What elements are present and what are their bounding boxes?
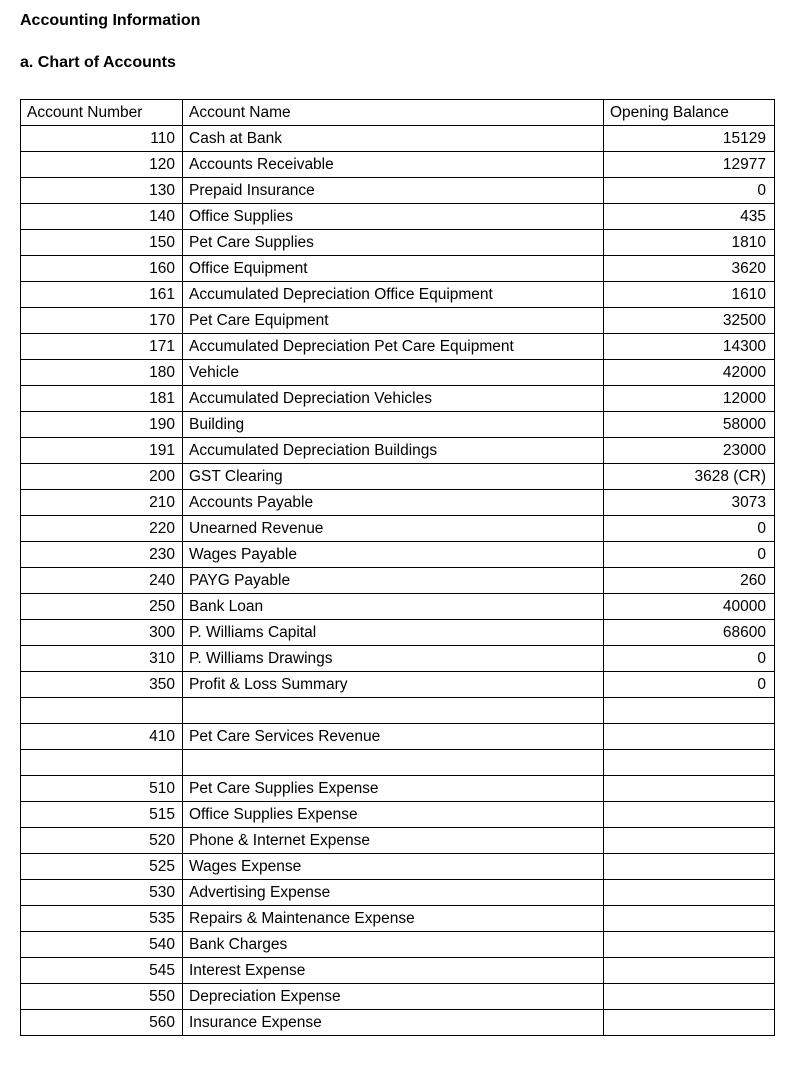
account-number-cell: 540 (21, 932, 183, 958)
opening-balance-cell: 32500 (604, 308, 775, 334)
opening-balance-cell (604, 828, 775, 854)
account-number-cell: 220 (21, 516, 183, 542)
table-row (21, 828, 775, 854)
account-name-cell: P. Williams Drawings (183, 646, 604, 672)
account-name-cell: Pet Care Services Revenue (183, 724, 604, 750)
opening-balance-cell: 15129 (604, 126, 775, 152)
table-row (21, 984, 775, 1010)
account-name-cell: PAYG Payable (183, 568, 604, 594)
opening-balance-cell: 12000 (604, 386, 775, 412)
header-account-name: Account Name (183, 100, 604, 126)
account-name-cell: Accumulated Depreciation Office Equipment (183, 282, 604, 308)
account-name-cell: Depreciation Expense (183, 984, 604, 1010)
opening-balance-cell: 0 (604, 646, 775, 672)
opening-balance-cell: 0 (604, 542, 775, 568)
table-row (21, 724, 775, 750)
table-row (21, 386, 775, 412)
account-name-cell: Vehicle (183, 360, 604, 386)
opening-balance-cell (604, 854, 775, 880)
account-name-cell: Pet Care Supplies (183, 230, 604, 256)
account-number-cell: 170 (21, 308, 183, 334)
account-name-cell: Advertising Expense (183, 880, 604, 906)
account-name-cell: P. Williams Capital (183, 620, 604, 646)
table-row (21, 126, 775, 152)
table-row (21, 334, 775, 360)
account-number-cell (21, 750, 183, 776)
account-name-cell: Profit & Loss Summary (183, 672, 604, 698)
table-row (21, 1010, 775, 1036)
table-row (21, 776, 775, 802)
account-number-cell: 130 (21, 178, 183, 204)
account-name-cell: Insurance Expense (183, 1010, 604, 1036)
opening-balance-cell: 1610 (604, 282, 775, 308)
header-opening-balance: Opening Balance (604, 100, 775, 126)
account-number-cell: 200 (21, 464, 183, 490)
table-row (21, 594, 775, 620)
account-number-cell: 350 (21, 672, 183, 698)
account-number-cell: 161 (21, 282, 183, 308)
opening-balance-cell (604, 698, 775, 724)
account-number-cell: 230 (21, 542, 183, 568)
account-name-cell: Bank Charges (183, 932, 604, 958)
account-name-cell: Wages Expense (183, 854, 604, 880)
opening-balance-cell: 260 (604, 568, 775, 594)
account-number-cell: 110 (21, 126, 183, 152)
account-name-cell: Repairs & Maintenance Expense (183, 906, 604, 932)
opening-balance-cell (604, 932, 775, 958)
account-name-cell: Accumulated Depreciation Vehicles (183, 386, 604, 412)
table-row (21, 412, 775, 438)
table-row (21, 204, 775, 230)
account-number-cell: 550 (21, 984, 183, 1010)
account-number-cell: 150 (21, 230, 183, 256)
table-row (21, 646, 775, 672)
table-row (21, 568, 775, 594)
opening-balance-cell: 3628 (CR) (604, 464, 775, 490)
account-number-cell: 120 (21, 152, 183, 178)
opening-balance-cell: 68600 (604, 620, 775, 646)
table-row (21, 308, 775, 334)
opening-balance-cell (604, 802, 775, 828)
account-name-cell: Pet Care Equipment (183, 308, 604, 334)
account-number-cell: 530 (21, 880, 183, 906)
chart-of-accounts-table (20, 99, 775, 1036)
account-name-cell: Pet Care Supplies Expense (183, 776, 604, 802)
table-row (21, 282, 775, 308)
table-row (21, 672, 775, 698)
opening-balance-cell: 58000 (604, 412, 775, 438)
table-row (21, 906, 775, 932)
account-name-cell: Wages Payable (183, 542, 604, 568)
account-number-cell: 545 (21, 958, 183, 984)
opening-balance-cell: 435 (604, 204, 775, 230)
account-number-cell: 525 (21, 854, 183, 880)
account-number-cell: 515 (21, 802, 183, 828)
opening-balance-cell: 3620 (604, 256, 775, 282)
account-number-cell: 240 (21, 568, 183, 594)
table-row (21, 490, 775, 516)
account-number-cell: 171 (21, 334, 183, 360)
account-number-cell: 140 (21, 204, 183, 230)
opening-balance-cell (604, 750, 775, 776)
account-name-cell: Phone & Internet Expense (183, 828, 604, 854)
account-name-cell: Accounts Payable (183, 490, 604, 516)
account-number-cell: 191 (21, 438, 183, 464)
document-title: Accounting Information (20, 12, 201, 29)
table-row (21, 178, 775, 204)
account-name-cell (183, 698, 604, 724)
section-title: a. Chart of Accounts (20, 54, 176, 71)
account-number-cell: 190 (21, 412, 183, 438)
table-row (21, 932, 775, 958)
account-name-cell: Unearned Revenue (183, 516, 604, 542)
account-name-cell: Office Equipment (183, 256, 604, 282)
opening-balance-cell: 40000 (604, 594, 775, 620)
table-row (21, 542, 775, 568)
opening-balance-cell: 14300 (604, 334, 775, 360)
table-row (21, 516, 775, 542)
opening-balance-cell: 0 (604, 672, 775, 698)
opening-balance-cell (604, 1010, 775, 1036)
account-name-cell: Interest Expense (183, 958, 604, 984)
opening-balance-cell: 3073 (604, 490, 775, 516)
account-name-cell: Office Supplies Expense (183, 802, 604, 828)
opening-balance-cell: 23000 (604, 438, 775, 464)
account-name-cell: Accumulated Depreciation Pet Care Equipment (183, 334, 604, 360)
account-number-cell: 210 (21, 490, 183, 516)
table-row (21, 802, 775, 828)
opening-balance-cell: 42000 (604, 360, 775, 386)
table-row (21, 620, 775, 646)
table-row (21, 152, 775, 178)
account-name-cell: Cash at Bank (183, 126, 604, 152)
account-number-cell: 410 (21, 724, 183, 750)
table-row (21, 438, 775, 464)
account-name-cell: GST Clearing (183, 464, 604, 490)
opening-balance-cell (604, 984, 775, 1010)
table-header (21, 100, 775, 126)
table-row (21, 958, 775, 984)
opening-balance-cell: 0 (604, 178, 775, 204)
table-row (21, 854, 775, 880)
table-row (21, 750, 775, 776)
account-name-cell: Accumulated Depreciation Buildings (183, 438, 604, 464)
account-number-cell: 310 (21, 646, 183, 672)
table-row (21, 698, 775, 724)
account-number-cell: 520 (21, 828, 183, 854)
account-number-cell: 300 (21, 620, 183, 646)
account-number-cell: 510 (21, 776, 183, 802)
account-name-cell: Building (183, 412, 604, 438)
opening-balance-cell (604, 880, 775, 906)
opening-balance-cell: 0 (604, 516, 775, 542)
table-row (21, 880, 775, 906)
account-name-cell: Bank Loan (183, 594, 604, 620)
account-number-cell: 180 (21, 360, 183, 386)
opening-balance-cell (604, 724, 775, 750)
header-row (21, 100, 775, 126)
account-number-cell: 560 (21, 1010, 183, 1036)
opening-balance-cell: 12977 (604, 152, 775, 178)
account-name-cell: Office Supplies (183, 204, 604, 230)
table-row (21, 230, 775, 256)
opening-balance-cell: 1810 (604, 230, 775, 256)
opening-balance-cell (604, 776, 775, 802)
opening-balance-cell (604, 906, 775, 932)
table-body (21, 126, 775, 1036)
opening-balance-cell (604, 958, 775, 984)
account-number-cell: 250 (21, 594, 183, 620)
table-row (21, 464, 775, 490)
account-number-cell: 535 (21, 906, 183, 932)
account-number-cell: 160 (21, 256, 183, 282)
header-account-number: Account Number (21, 100, 183, 126)
account-number-cell (21, 698, 183, 724)
account-name-cell: Accounts Receivable (183, 152, 604, 178)
table-row (21, 256, 775, 282)
account-name-cell: Prepaid Insurance (183, 178, 604, 204)
account-name-cell (183, 750, 604, 776)
account-number-cell: 181 (21, 386, 183, 412)
table-row (21, 360, 775, 386)
